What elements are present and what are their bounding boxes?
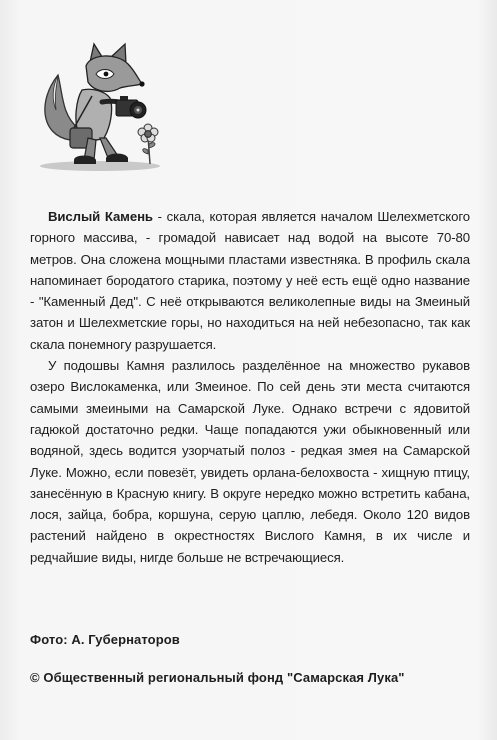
paragraph-1 bbox=[30, 206, 470, 355]
paragraph-1-text: - скала, которая является началом Шелехметского горного массива, - громадой нависает над водой на высоте 70-80 метров. Она сложена мощными пластами известняка. В профиль скала напоминает бородатого старика, поэтому у неё есть ещё одно название - "Каменный Дед". С неё открываются великолепные виды на Змеиный затон и Шелехметские горы, но находиться на ней небезопасно, так как скала понемногу разрушается. bbox=[30, 209, 470, 352]
paragraph-2: У подошвы Камня разлилось разделённое на множество рукавов озеро Вислокаменка, или Змеиное. По сей день эти места считаются самыми змеиными на Самарской Луке. Однако встречи с ядовитой гадюкой достаточно редки. Чаще попадаются ужи обыкновенный или водяной, здесь водится узорчатый полоз - редкая змея на Самарской Луке. Можно, если повезёт, увидеть орлана-белохвоста - хищную птицу, занесённую в Красную книгу. В округе нередко можно встретить кабана, лося, зайца, бобра, коршуна, серую цаплю, лебедя. Около 120 видов растений найдено в окрестностях Вислого Камня, в их числе и редчайшие виды, нигде больше не встречающиеся. bbox=[30, 358, 470, 565]
copyright-notice: © Общественный региональный фонд "Самарская Лука" bbox=[30, 670, 405, 685]
flower-head bbox=[138, 124, 158, 142]
fox-photographer-illustration bbox=[30, 40, 170, 175]
photo-credit: Фото: А. Губернаторов bbox=[30, 632, 180, 647]
ground-shadow bbox=[40, 161, 160, 171]
fox-nose bbox=[139, 81, 144, 86]
article-body bbox=[30, 206, 470, 568]
article-term: Вислый Камень bbox=[48, 209, 153, 224]
